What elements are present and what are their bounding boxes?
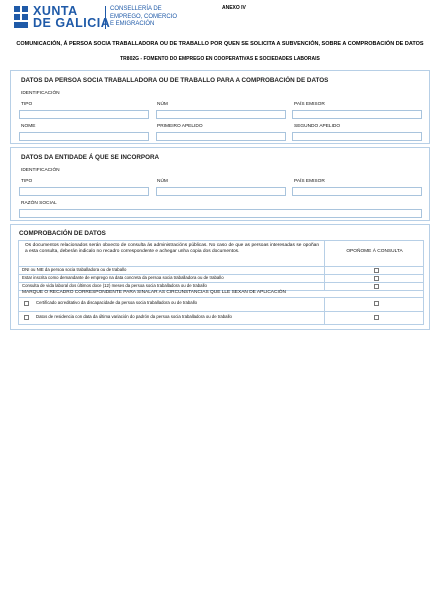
section-title: COMPROBACIÓN DE DATOS (19, 230, 106, 237)
identification-label: IDENTIFICACIÓN (21, 168, 60, 173)
pais-label: PAÍS EMISOR (294, 179, 325, 184)
consultation-intro: Os documentos relacionados serán obxecto de consulta ás administracións públicas. No caso de que as persoas interesadas se opoñan a esta consulta, deberán indicalo no recadro correspondente e achegar unha copia dos documentos. (25, 243, 319, 255)
consult-row-dni: DNI ou NIE da persoa socia traballadora ou de traballo (22, 267, 127, 272)
consult-row-employment: Estar inscrita como demandante de emprego na data concreta da persoa socia traballadora ou de traballo (22, 275, 224, 280)
tipo-field[interactable] (19, 110, 149, 119)
num-label: NÚM (157, 179, 168, 184)
razon-social-label: RAZÓN SOCIAL (21, 201, 57, 206)
mark-header: MARQUE O RECADRO CORRESPONDENTE PARA SINALAR AS CIRCUNSTANCIAS QUE LLE SEXAN DE APLICACIÓN (22, 290, 286, 295)
oppose-disability-checkbox[interactable] (374, 301, 379, 306)
residence-checkbox[interactable] (24, 315, 29, 320)
oppose-work-life-checkbox[interactable] (374, 284, 379, 289)
nome-label: NOME (21, 124, 36, 129)
department-name: CONSELLERÍA DE EMPREGO, COMERCIO E EMIGRACIÓN (105, 6, 177, 29)
num-field[interactable] (156, 110, 286, 119)
nome-field[interactable] (19, 132, 149, 141)
tipo-label: TIPO (21, 179, 33, 184)
entity-num-field[interactable] (156, 187, 286, 196)
oppose-dni-checkbox[interactable] (374, 268, 379, 273)
disability-checkbox[interactable] (24, 301, 29, 306)
primeiro-apelido-label: PRIMEIRO APELIDO (157, 124, 203, 129)
person-data-panel (10, 70, 430, 144)
section-title: DATOS DA PERSOA SOCIA TRABALLADORA OU DE TRABALLO PARA A COMPROBACIÓN DE DATOS (21, 77, 329, 84)
annex-label: ANEXO IV (222, 5, 246, 11)
pais-emisor-field[interactable] (292, 110, 422, 119)
segundo-apelido-field[interactable] (292, 132, 422, 141)
primeiro-apelido-field[interactable] (156, 132, 286, 141)
oppose-employment-checkbox[interactable] (374, 276, 379, 281)
consultation-table (18, 240, 424, 325)
document-title: COMUNICACIÓN, Á PERSOA SOCIA TRABALLADORA OU DE TRABALLO POR QUEN SE SOLICITA A SUBVENCIÓN, SOBRE A COMPROBACIÓN DE DATOS (16, 41, 424, 47)
entity-data-panel (10, 147, 430, 221)
data-verification-panel (10, 224, 430, 330)
section-title: DATOS DA ENTIDADE Á QUE SE INCORPORA (21, 154, 160, 161)
oppose-residence-checkbox[interactable] (374, 315, 379, 320)
org-name: XUNTA DE GALICIA (33, 4, 111, 30)
procedure-subtitle: TR802G - FOMENTO DO EMPREGO EN COOPERATIVAS E SOCIEDADES LABORAIS (120, 56, 320, 62)
consult-row-work-life: Consulta de vida laboral dos últimos doce (12) meses da persoa socia traballadora ou de traballo (22, 283, 207, 288)
pais-label: PAÍS EMISOR (294, 102, 325, 107)
tipo-label: TIPO (21, 102, 33, 107)
razon-social-field[interactable] (19, 209, 422, 218)
entity-tipo-field[interactable] (19, 187, 149, 196)
mark-row-residence: Datos de residencia con data da última variación do padrón da persoa socia traballadora ou de traballo (36, 314, 232, 319)
mark-row-disability: Certificado acreditativo da discapacidade da persoa socia traballadora ou de traballo (36, 300, 197, 305)
oppose-header: OPOÑOME Á CONSULTA (346, 249, 403, 254)
xunta-logo (13, 5, 178, 32)
num-label: NÚM (157, 102, 168, 107)
segundo-apelido-label: SEGUNDO APELIDO (294, 124, 341, 129)
identification-label: IDENTIFICACIÓN (21, 91, 60, 96)
xunta-emblem-icon (13, 5, 29, 29)
entity-pais-field[interactable] (292, 187, 422, 196)
